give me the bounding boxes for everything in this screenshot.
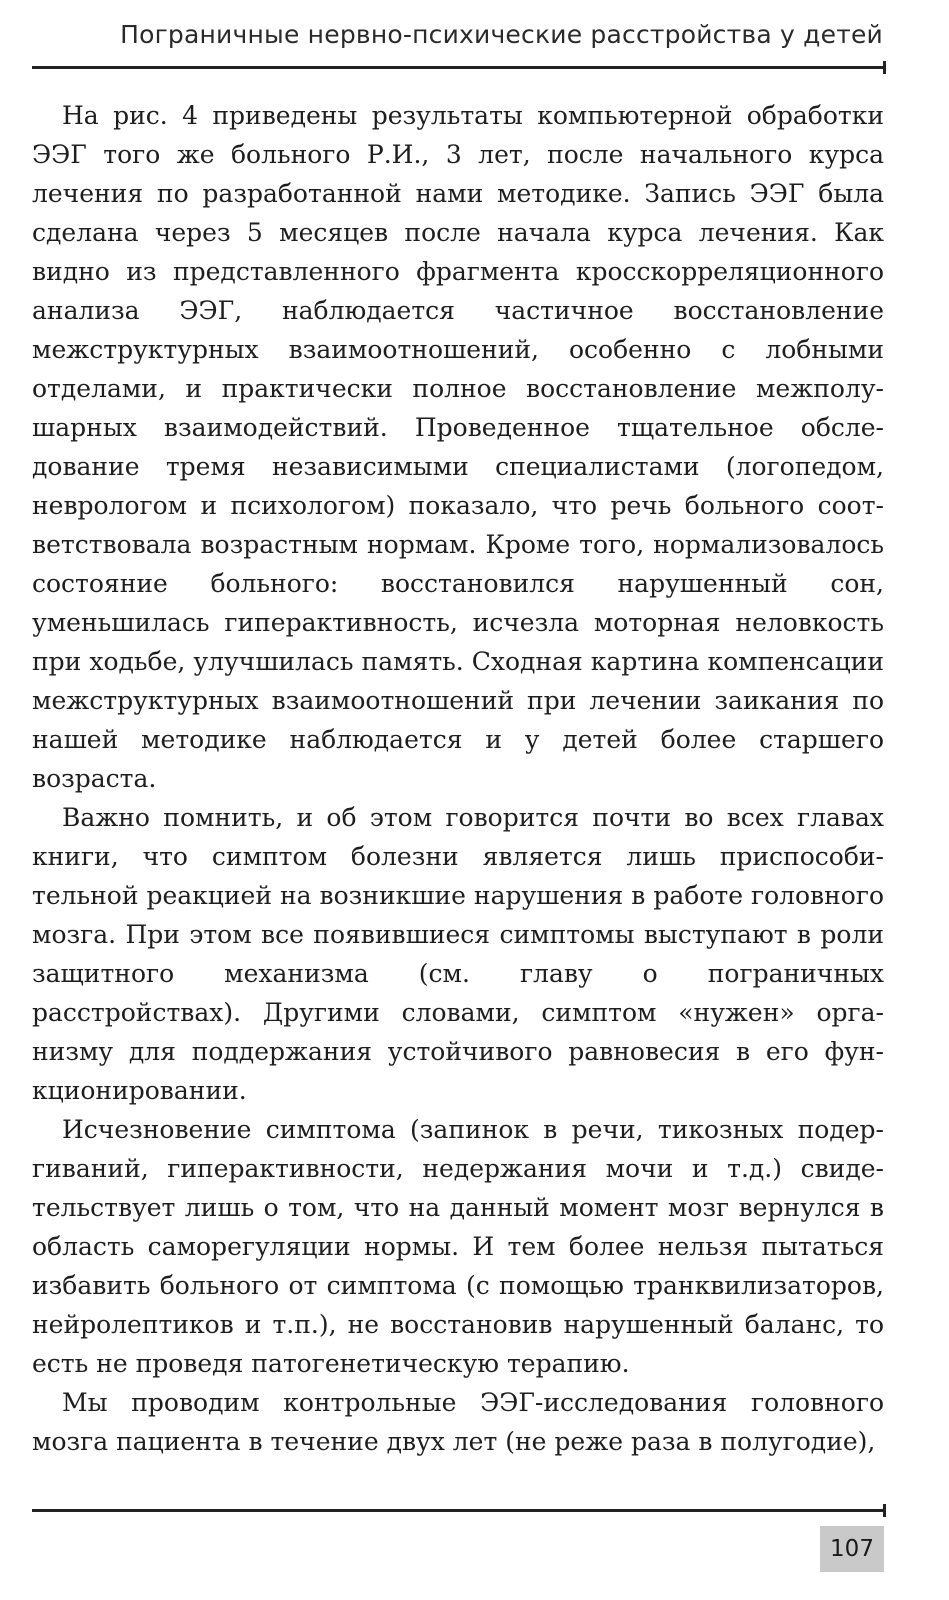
footer-rule (32, 1509, 886, 1512)
body-text (32, 96, 884, 1461)
paragraph-4: Мы проводим контрольные ЭЭГ-исследования головного мозга пациента в течение двух лет (не реже раза в полугодие), (32, 1388, 884, 1456)
paragraph-3: Исчезновение симптома (запинок в речи, тикозных подергиваний, гиперактивности, недержания мочи и т.д.) свидетельствует лишь о том, что на данный момент мозг вернулся в область саморегуляции нормы. И тем более нельзя пытаться избавить больного от симптома (с помощью транквилизаторов, нейролептиков и т.п.), не восстановив нарушенный баланс, то есть не проведя патогенетическую терапию. (32, 1115, 884, 1378)
page-number: 107 (820, 1526, 884, 1572)
paragraph-1: На рис. 4 приведены результаты компьютерной обработки ЭЭГ того же больного Р.И., 3 лет, после начального курса лечения по разработанной нами методике. Запись ЭЭГ была сделана через 5 месяцев после начала курса лечения. Как видно из представленного фрагмента кросскорреляционного анализа ЭЭГ, наблюдается частичное восстановление межструктурных взаимоотношений, особенно с лобными отделами, и практически полное восстановление межполушарных взаимодействий. Проведенное тщательное обследование тремя независимыми специалистами (логопедом, неврологом и психологом) показало, что речь больного соответствовала возрастным нормам. Кроме того, нормализовалось состояние больного: восстановился нарушенный сон, уменьшилась гиперактивность, исчезла моторная неловкость при ходьбе, улучшилась память. Сходная картина компенсации межструктурных взаимоотношений при лечении заикания по нашей методике наблюдается и у детей более старшего возраста. (32, 101, 884, 793)
paragraph-2: Важно помнить, и об этом говорится почти во всех главах книги, что симптом болезни является лишь приспособительной реакцией на возникшие нарушения в работе головного мозга. При этом все появившиеся симптомы выступают в роли защитного механизма (см. главу о пограничных расстройствах). Другими словами, симптом «нужен» организму для поддержания устойчивого равновесия в его функционировании. (32, 803, 884, 1105)
header-rule (32, 66, 886, 69)
running-head-title: Пограничные нервно-психические расстройства у детей (120, 20, 883, 49)
